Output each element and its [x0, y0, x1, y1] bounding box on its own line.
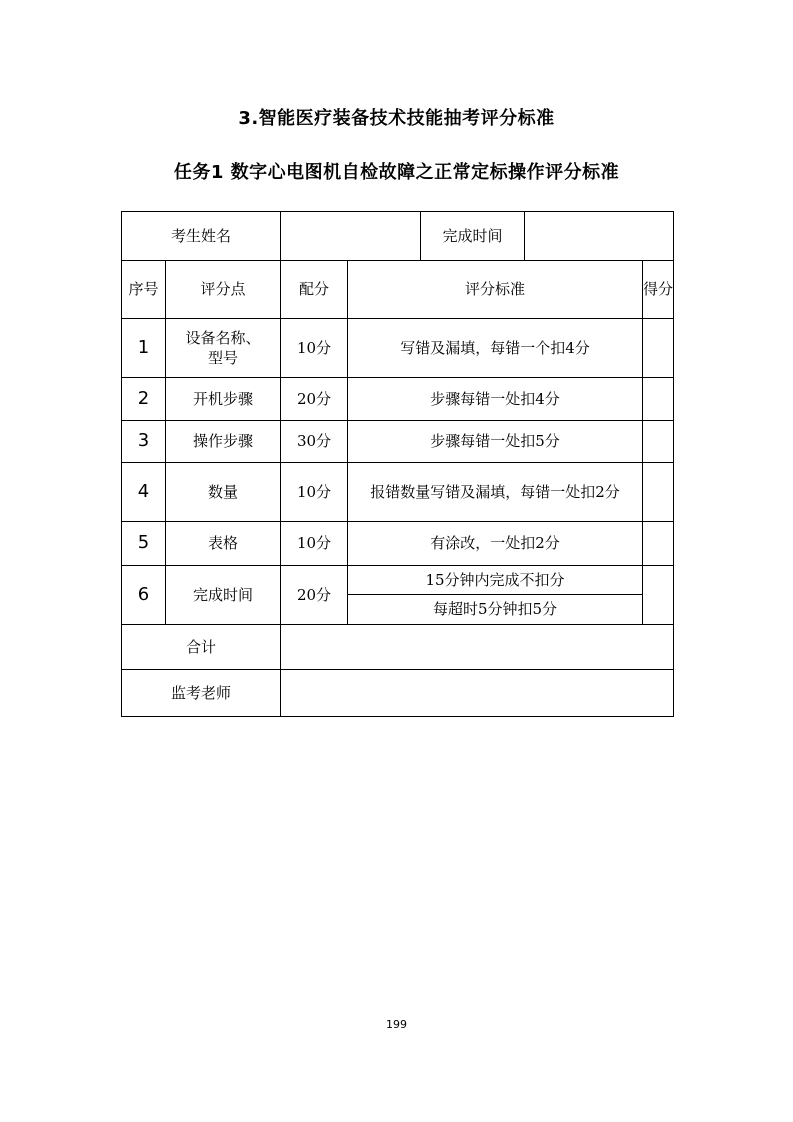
proctor-cell[interactable] — [281, 670, 674, 717]
row-item: 设备名称、型号 — [166, 319, 281, 378]
row-points: 20分 — [281, 378, 348, 421]
row-score-cell[interactable] — [643, 522, 674, 566]
row-index: 6 — [122, 566, 166, 625]
row-item: 操作步骤 — [166, 421, 281, 463]
header-score: 得分 — [643, 261, 674, 319]
scoring-table — [121, 211, 674, 717]
table-row — [122, 522, 674, 566]
candidate-name-label: 考生姓名 — [122, 212, 281, 261]
header-item: 评分点 — [166, 261, 281, 319]
proctor-row — [122, 670, 674, 717]
total-label: 合计 — [122, 625, 281, 670]
proctor-label: 监考老师 — [122, 670, 281, 717]
table-row — [122, 421, 674, 463]
row-index: 1 — [122, 319, 166, 378]
row-points: 10分 — [281, 522, 348, 566]
row-points: 10分 — [281, 463, 348, 522]
row-criteria: 步骤每错一处扣5分 — [348, 421, 643, 463]
row-points: 30分 — [281, 421, 348, 463]
row-item: 数量 — [166, 463, 281, 522]
completion-time-cell[interactable] — [525, 212, 674, 261]
header-index: 序号 — [122, 261, 166, 319]
total-cell[interactable] — [281, 625, 674, 670]
row-score-cell[interactable] — [643, 463, 674, 522]
row-index: 3 — [122, 421, 166, 463]
table-row — [122, 319, 674, 378]
row-points: 10分 — [281, 319, 348, 378]
page-number: 199 — [386, 1018, 407, 1031]
row-score-cell[interactable] — [643, 421, 674, 463]
row-score-cell[interactable] — [643, 319, 674, 378]
page-subtitle: 任务1 数字心电图机自检故障之正常定标操作评分标准 — [173, 162, 620, 183]
row-score-cell[interactable] — [643, 566, 674, 625]
row-criteria: 有涂改，一处扣2分 — [348, 522, 643, 566]
header-points: 配分 — [281, 261, 348, 319]
row-criteria: 写错及漏填，每错一个扣4分 — [348, 319, 643, 378]
table-row — [122, 378, 674, 421]
row-item: 开机步骤 — [166, 378, 281, 421]
table-row — [122, 566, 674, 595]
row-item: 表格 — [166, 522, 281, 566]
row-index: 5 — [122, 522, 166, 566]
header-criteria: 评分标准 — [348, 261, 643, 319]
row-criteria: 步骤每错一处扣4分 — [348, 378, 643, 421]
row-criteria-a: 15分钟内完成不扣分 — [348, 566, 643, 595]
completion-time-label: 完成时间 — [421, 212, 525, 261]
candidate-info-row — [122, 212, 674, 261]
row-points: 20分 — [281, 566, 348, 625]
row-item: 完成时间 — [166, 566, 281, 625]
row-criteria-b: 每超时5分钟扣5分 — [348, 595, 643, 625]
header-row — [122, 261, 674, 319]
page-title: 3.智能医疗装备技术技能抽考评分标准 — [238, 108, 555, 129]
row-index: 4 — [122, 463, 166, 522]
candidate-name-cell[interactable] — [281, 212, 421, 261]
row-criteria: 报错数量写错及漏填，每错一处扣2分 — [348, 463, 643, 522]
table-row — [122, 463, 674, 522]
total-row — [122, 625, 674, 670]
row-score-cell[interactable] — [643, 378, 674, 421]
row-index: 2 — [122, 378, 166, 421]
